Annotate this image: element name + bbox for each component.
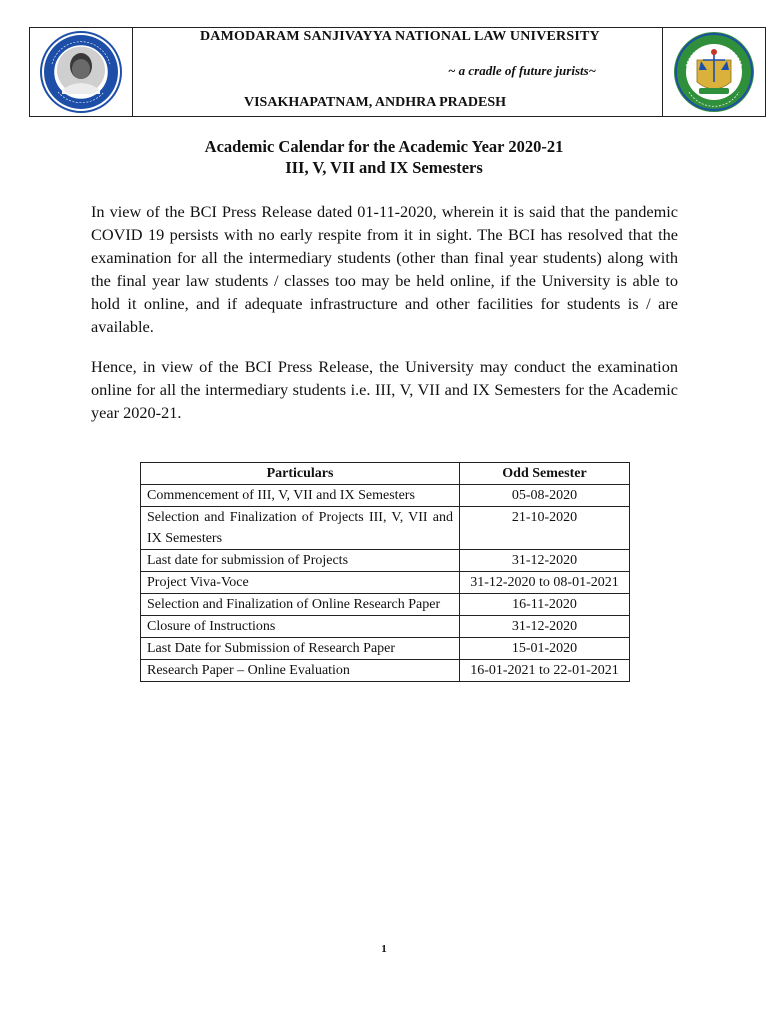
table-row [141,572,630,594]
particular-cell: Selection and Finalization of Projects III, V, VII and IX Semesters [141,507,460,550]
table-row [141,485,630,507]
page-number: 1 [381,943,387,955]
particular-cell: Last Date for Submission of Research Paper [141,638,460,660]
title-line-1: Academic Calendar for the Academic Year 2020-21 [204,137,564,156]
paragraph-2: Hence, in view of the BCI Press Release, the University may conduct the examination online for all the intermediary students i.e. III, V, VII and IX Semesters for the Academic year 2020-21. [91,357,678,422]
university-motto: ~ a cradle of future jurists~ [448,63,597,78]
column-header-odd-semester: Odd Semester [460,463,630,485]
university-location: VISAKHAPATNAM, ANDHRA PRADESH [244,95,506,110]
document-title [0,136,768,178]
table-row [141,550,630,572]
letterhead [29,27,766,117]
column-header-particulars: Particulars [141,463,460,485]
date-cell: 21-10-2020 [460,507,630,550]
university-seal-icon [671,30,757,114]
date-cell: 16-11-2020 [460,594,630,616]
particular-cell: Last date for submission of Projects [141,550,460,572]
date-cell: 16-01-2021 to 22-01-2021 [460,660,630,682]
particular-cell: Commencement of III, V, VII and IX Semesters [141,485,460,507]
portrait-emblem-icon [38,30,124,114]
table-header-row [141,463,630,485]
table-row [141,507,630,550]
university-name: DAMODARAM SANJIVAYYA NATIONAL LAW UNIVERSITY [200,29,600,44]
table-row [141,638,630,660]
table-row [141,594,630,616]
left-logo-cell [30,28,133,116]
table-row [141,660,630,682]
date-cell: 31-12-2020 to 08-01-2021 [460,572,630,594]
date-cell: 31-12-2020 [460,550,630,572]
table-row [141,616,630,638]
date-cell: 15-01-2020 [460,638,630,660]
right-logo-cell [662,28,765,116]
paragraph-1: In view of the BCI Press Release dated 01-11-2020, wherein it is said that the pandemic COVID 19 persists with no early respite from it in sight. The BCI has resolved that the examination for all the intermediary students (other than final year students) along with the final year law students / classes too may be held online, if the University is able to hold it online, and if adequate infrastructure and other facilities for students is / are available. [91,202,678,336]
particular-cell: Project Viva-Voce [141,572,460,594]
date-cell: 05-08-2020 [460,485,630,507]
academic-calendar-table [140,462,630,682]
date-cell: 31-12-2020 [460,616,630,638]
title-line-2: III, V, VII and IX Semesters [285,158,483,177]
particular-cell: Closure of Instructions [141,616,460,638]
particular-cell: Research Paper – Online Evaluation [141,660,460,682]
particular-cell: Selection and Finalization of Online Research Paper [141,594,460,616]
